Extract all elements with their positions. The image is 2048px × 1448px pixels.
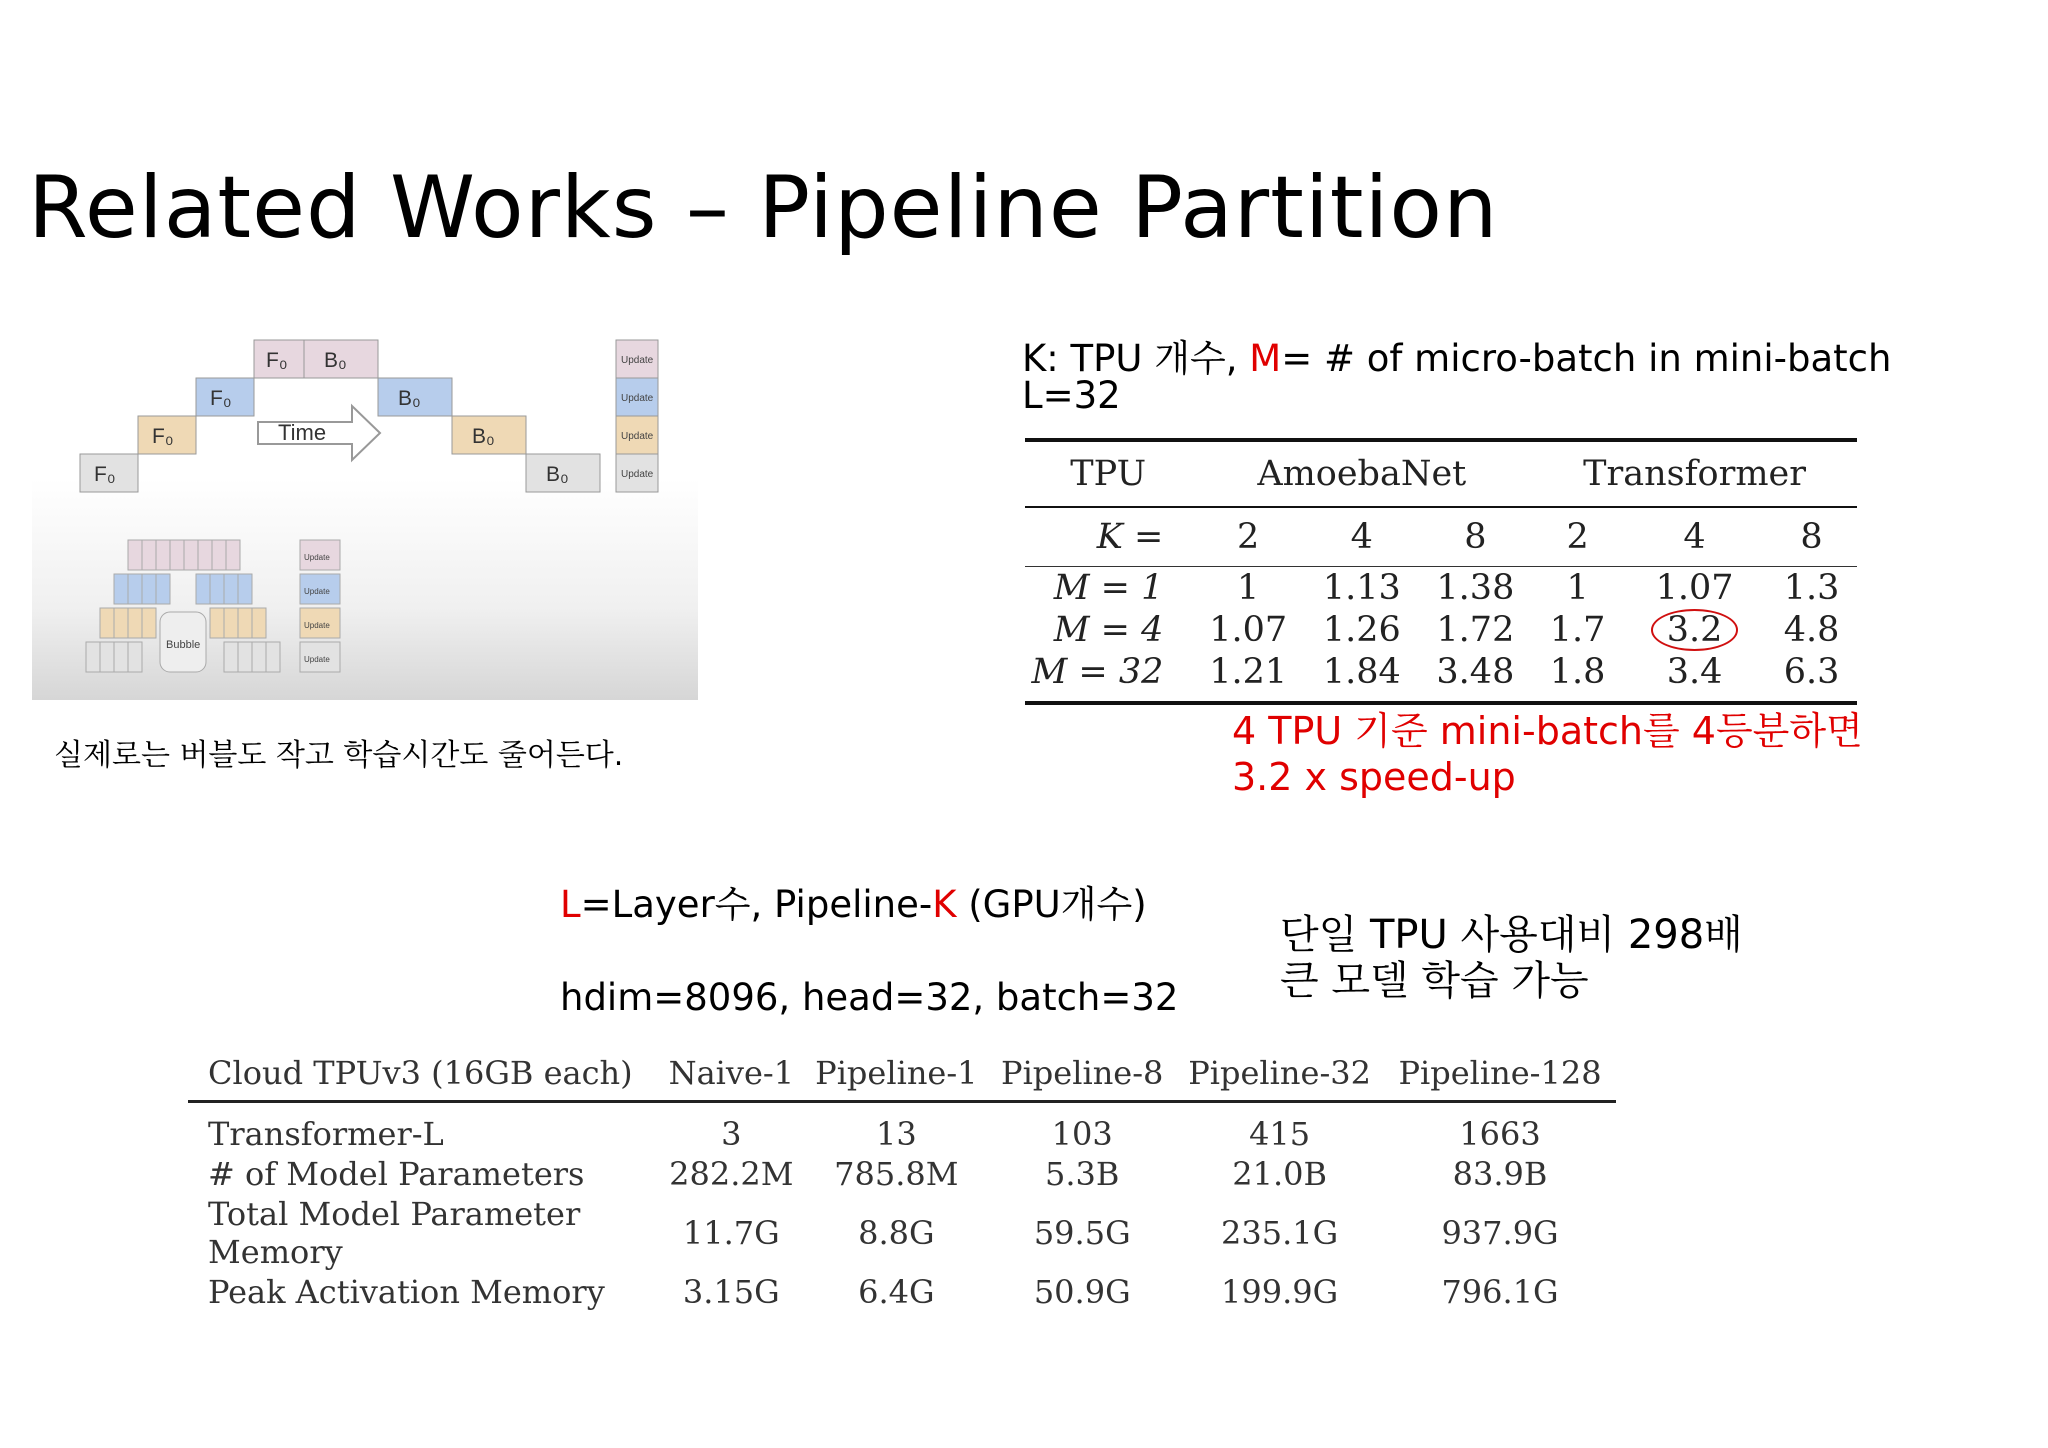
speedup-cell: 4.8 <box>1783 610 1840 650</box>
memory-table <box>188 1046 1616 1312</box>
speedup-cell: 1.72 <box>1436 610 1515 650</box>
table-row <box>1025 567 1857 610</box>
table-cell: 6.4G <box>858 1273 935 1311</box>
table-cell: 59.5G <box>1033 1214 1131 1252</box>
slide-title: Related Works – Pipeline Partition <box>28 158 1499 258</box>
table-cell: 415 <box>1249 1115 1311 1153</box>
k-value: 4 <box>1305 507 1419 567</box>
table-cell: 282.2M <box>669 1155 794 1193</box>
table-cell: 3 <box>721 1115 742 1153</box>
column-header: Pipeline-128 <box>1384 1046 1616 1102</box>
pipeline-definition: L=Layer수, Pipeline-K (GPU개수) <box>560 883 1147 926</box>
speedup-cell: 1 <box>1566 568 1589 608</box>
table-cell: 11.7G <box>682 1214 780 1252</box>
forward-block <box>196 378 254 416</box>
table-cell: 103 <box>1051 1115 1113 1153</box>
row-label: Transformer-L <box>208 1115 444 1153</box>
speedup-cell: 3.4 <box>1623 651 1766 703</box>
speedup-cell-highlighted <box>1623 609 1766 651</box>
speedup-cell: 1 <box>1237 568 1260 608</box>
table-row <box>188 1102 1616 1155</box>
column-header: Cloud TPUv3 (16GB each) <box>188 1046 659 1102</box>
svg-text:B₀: B₀ <box>472 425 495 448</box>
m-label: M = 32 <box>1025 651 1191 703</box>
svg-text:Update: Update <box>304 621 330 630</box>
table-cell: 937.9G <box>1441 1214 1559 1252</box>
speedup-cell: 6.3 <box>1766 651 1857 703</box>
update-block <box>616 340 658 378</box>
time-arrow-icon <box>258 406 380 460</box>
forward-block <box>254 340 304 378</box>
micro-batch-diagram <box>86 540 340 672</box>
k-value: 2 <box>1532 507 1623 567</box>
k-value: 2 <box>1191 507 1305 567</box>
table-cell: 199.9G <box>1221 1273 1339 1311</box>
column-header: Pipeline-8 <box>989 1046 1175 1102</box>
table-cell: 5.3B <box>1045 1155 1120 1193</box>
svg-text:Update: Update <box>621 431 654 442</box>
svg-text:Time: Time <box>278 420 327 445</box>
scale-note: 단일 TPU 사용대비 298배 큰 모델 학습 가능 <box>1280 912 1743 1004</box>
speedup-cell: 1.26 <box>1322 610 1401 650</box>
forward-block <box>138 416 196 454</box>
row-label: # of Model Parameters <box>208 1155 585 1193</box>
svg-text:Update: Update <box>621 355 654 366</box>
k-label: K = <box>1025 507 1191 567</box>
speedup-cell: 1.38 <box>1436 568 1515 608</box>
table-cell: 235.1G <box>1221 1214 1339 1252</box>
update-block <box>616 378 658 416</box>
table-cell: 1663 <box>1459 1115 1541 1153</box>
row-label: Peak Activation Memory <box>208 1273 605 1311</box>
group-header-tpu: TPU <box>1025 440 1191 507</box>
table-cell: 8.8G <box>858 1214 935 1252</box>
svg-text:F₀: F₀ <box>152 425 174 448</box>
table-row <box>1025 609 1857 651</box>
k-m-definition: K: TPU 개수, M= # of micro-batch in mini-batch <box>1022 337 1892 380</box>
svg-text:F₀: F₀ <box>94 463 116 486</box>
table-cell: 21.0B <box>1232 1155 1327 1193</box>
speedup-table <box>1025 438 1857 705</box>
backward-block <box>526 454 600 492</box>
table-row <box>188 1272 1616 1312</box>
table-cell: 3.15G <box>682 1273 780 1311</box>
svg-text:B₀: B₀ <box>324 349 347 372</box>
svg-text:Update: Update <box>304 587 330 596</box>
speedup-cell: 1.3 <box>1783 568 1840 608</box>
speedup-cell: 1.8 <box>1532 651 1623 703</box>
m-label: M = 4 <box>1053 610 1164 650</box>
column-header: Naive-1 <box>659 1046 803 1102</box>
svg-text:B₀: B₀ <box>398 387 421 410</box>
k-value: 4 <box>1623 507 1766 567</box>
table-cell: 796.1G <box>1441 1273 1559 1311</box>
svg-text:Update: Update <box>621 393 654 404</box>
pipeline-diagram <box>32 330 698 700</box>
group-header-amoebanet: AmoebaNet <box>1191 440 1532 507</box>
speedup-cell: 1.07 <box>1209 610 1288 650</box>
speedup-highlight-note: 4 TPU 기준 mini-batch를 4등분하면 3.2 x speed-up <box>1232 709 1863 799</box>
update-block <box>616 454 658 492</box>
svg-text:B₀: B₀ <box>546 463 569 486</box>
speedup-cell: 3.48 <box>1419 651 1533 703</box>
backward-block <box>378 378 452 416</box>
group-header-transformer: Transformer <box>1532 440 1857 507</box>
highlight-circle: 3.2 <box>1651 609 1739 651</box>
svg-text:Update: Update <box>621 469 654 480</box>
hyperparameters: hdim=8096, head=32, batch=32 <box>560 976 1179 1019</box>
figure-caption: 실제로는 버블도 작고 학습시간도 줄어든다. <box>54 738 624 773</box>
svg-text:Update: Update <box>304 655 330 664</box>
k-value: 8 <box>1766 507 1857 567</box>
table-row <box>1025 651 1857 703</box>
table-cell: 13 <box>875 1115 917 1153</box>
forward-block <box>80 454 138 492</box>
column-header: Pipeline-32 <box>1175 1046 1384 1102</box>
speedup-cell: 1.07 <box>1655 568 1734 608</box>
table-row <box>188 1154 1616 1194</box>
column-header: Pipeline-1 <box>803 1046 989 1102</box>
speedup-cell: 1.13 <box>1322 568 1401 608</box>
row-label: Total Model Parameter Memory <box>208 1195 581 1271</box>
k-value: 8 <box>1419 507 1533 567</box>
table-cell: 83.9B <box>1452 1155 1548 1193</box>
table-cell: 785.8M <box>834 1155 959 1193</box>
backward-block <box>452 416 526 454</box>
speedup-cell: 1.84 <box>1305 651 1419 703</box>
backward-block <box>304 340 378 378</box>
table-row <box>188 1194 1616 1272</box>
l-definition: L=32 <box>1022 374 1121 417</box>
svg-text:Bubble: Bubble <box>166 639 201 651</box>
svg-text:Update: Update <box>304 553 330 562</box>
m-label: M = 1 <box>1053 568 1164 608</box>
svg-text:F₀: F₀ <box>210 387 232 410</box>
update-block <box>616 416 658 454</box>
table-cell: 50.9G <box>1033 1273 1131 1311</box>
svg-text:F₀: F₀ <box>266 349 288 372</box>
speedup-cell: 1.7 <box>1549 610 1606 650</box>
pipeline-notes <box>560 874 1178 1019</box>
speedup-cell: 1.21 <box>1191 651 1305 703</box>
